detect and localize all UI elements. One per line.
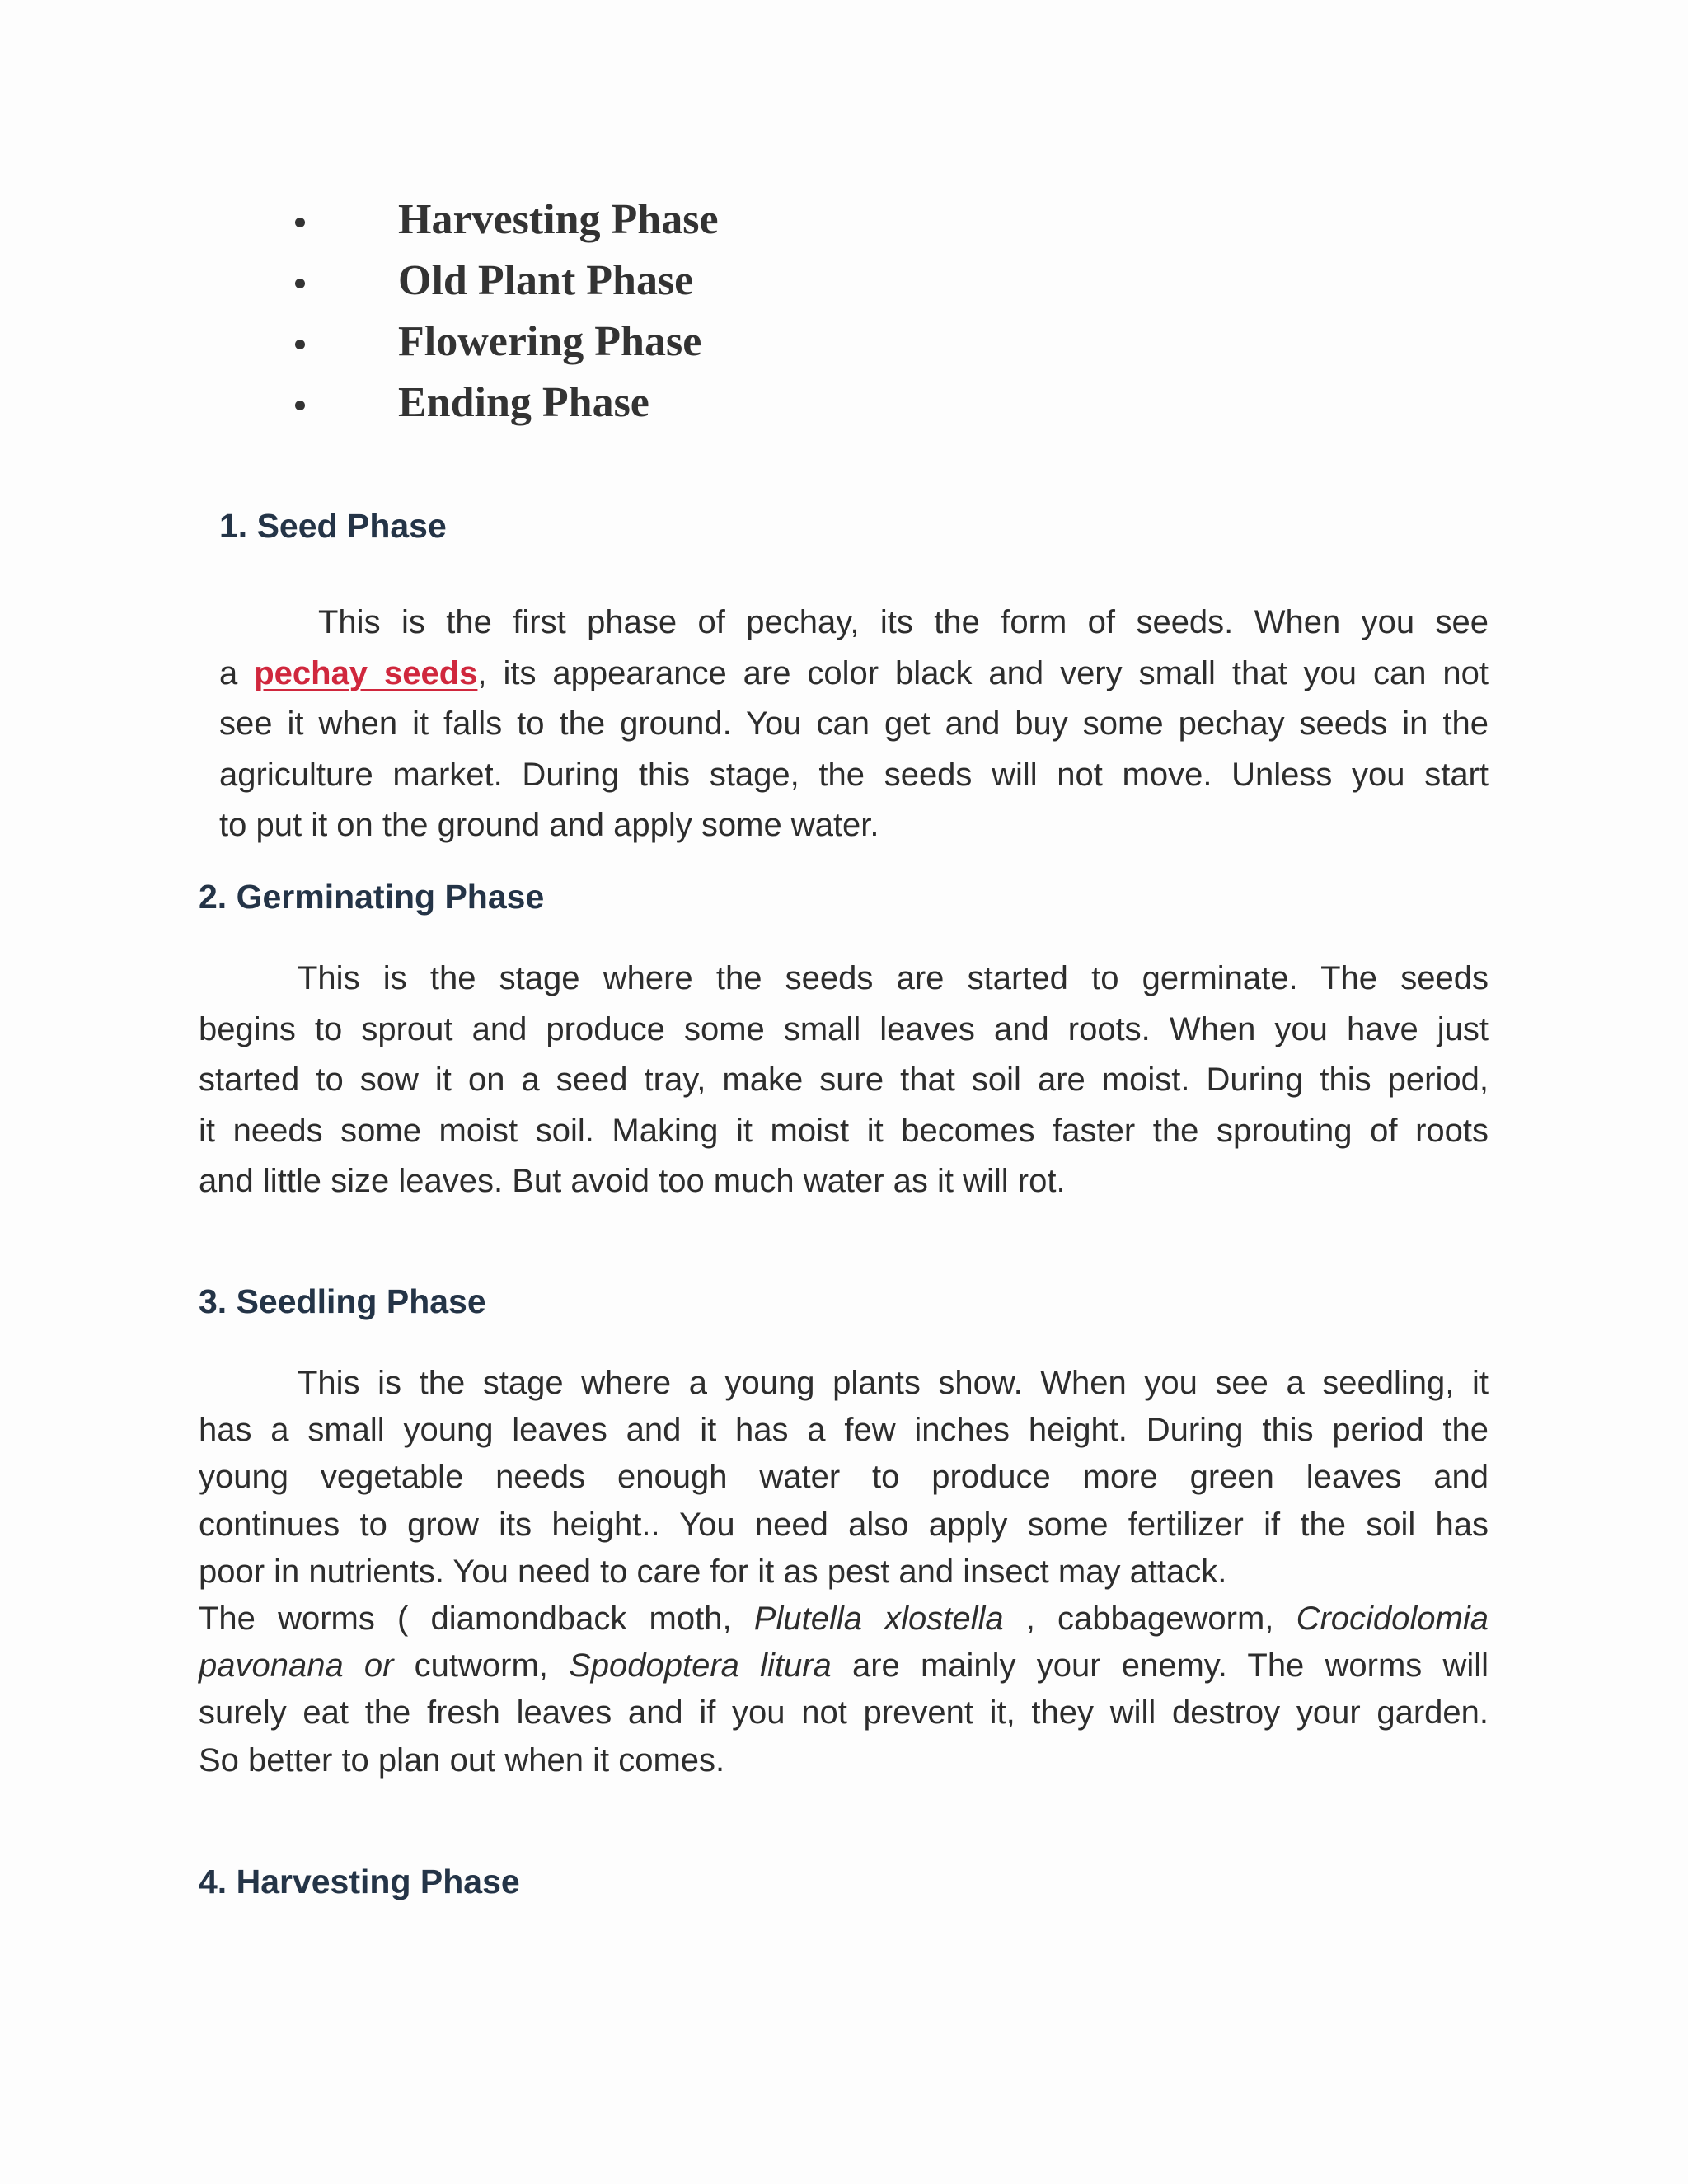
paragraph-line — [199, 1643, 1489, 1690]
paragraph-line — [199, 1596, 1489, 1643]
bullet-icon — [295, 279, 305, 288]
paragraph-line: has a small young leaves and it has a few inches height. During this period the — [199, 1412, 1489, 1449]
paragraph-line: continues to grow its height.. You need also apply some fertilizer if the soil has — [199, 1506, 1489, 1543]
text-run: are mainly your enemy. The worms will — [831, 1647, 1489, 1685]
section-heading-seedling-phase: 3. Seedling Phase — [199, 1282, 486, 1320]
paragraph-line: poor in nutrients. You need to care for it as pest and insect may attack. — [199, 1553, 1227, 1590]
paragraph-line: see it when it falls to the ground. You can get and buy some pechay seeds in the — [219, 705, 1489, 742]
paragraph-line: young vegetable needs enough water to produce more green leaves and — [199, 1459, 1489, 1496]
bullet-icon — [295, 340, 305, 349]
paragraph-line: So better to plan out when it comes. — [199, 1741, 725, 1779]
section-heading-seed-phase: 1. Seed Phase — [219, 507, 447, 545]
species-name: Plutella xlostella — [753, 1601, 1004, 1638]
seedling-phase-paragraph — [199, 1360, 1489, 1784]
paragraph-line: This is the stage where a young plants show. When you see a seedling, it — [298, 1365, 1489, 1401]
text-run: , cabbageworm, — [1003, 1601, 1296, 1638]
list-item-label: Flowering Phase — [398, 318, 702, 365]
paragraph-line: surely eat the fresh leaves and if you not prevent it, they will destroy your garden. — [199, 1694, 1489, 1732]
paragraph-line: and little size leaves. But avoid too much water as it will rot. — [199, 1163, 1066, 1199]
species-name: Crocidolomia — [1296, 1601, 1489, 1638]
paragraph-line: agriculture market. During this stage, the seeds will not move. Unless you start — [219, 756, 1489, 793]
paragraph-line: This is the stage where the seeds are started to germinate. The seeds — [298, 960, 1489, 996]
list-item-label: Harvesting Phase — [398, 196, 719, 243]
line-rest: , its appearance are color black and very small that you can not — [477, 654, 1489, 691]
paragraph-line: begins to sprout and produce some small leaves and roots. When you have just — [199, 1010, 1489, 1047]
section-heading-harvesting-phase: 4. Harvesting Phase — [199, 1863, 520, 1900]
paragraph-line: to put it on the ground and apply some water. — [219, 807, 879, 843]
species-name: Spodoptera litura — [569, 1647, 832, 1685]
seed-phase-paragraph — [219, 598, 1489, 851]
paragraph-line: it needs some moist soil. Making it moist it becomes faster the sprouting of roots — [199, 1112, 1489, 1149]
paragraph-line: started to sow it on a seed tray, make sure that soil are moist. During this period, — [199, 1062, 1489, 1098]
list-item-label: Old Plant Phase — [398, 257, 694, 304]
list-item-label: Ending Phase — [398, 379, 649, 426]
bullet-icon — [295, 218, 305, 227]
species-name: pavonana or — [199, 1647, 394, 1685]
line-prefix: a — [219, 654, 255, 691]
section-heading-germinating-phase: 2. Germinating Phase — [199, 878, 545, 916]
bullet-icon — [295, 401, 305, 410]
paragraph-line: This is the first phase of pechay, its the form of seeds. When you see — [318, 604, 1489, 640]
text-run: cutworm, — [393, 1647, 570, 1685]
paragraph-line — [219, 649, 1489, 700]
germinating-phase-paragraph — [199, 954, 1489, 1207]
text-run: The worms ( diamondback moth, — [199, 1601, 754, 1638]
pechay-seeds-link[interactable]: pechay seeds — [254, 654, 478, 691]
